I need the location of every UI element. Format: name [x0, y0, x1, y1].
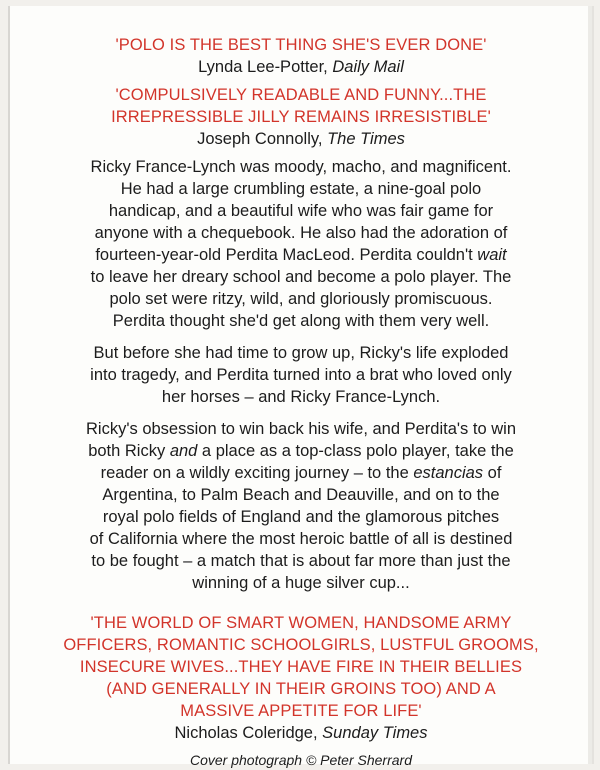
- quote-attribution: [10, 722, 592, 744]
- review-quote-1: [10, 34, 592, 78]
- quote-author: Lynda Lee-Potter,: [198, 58, 328, 76]
- quote-text: [10, 84, 592, 128]
- quote-text: [10, 612, 592, 722]
- text-line: handicap, and a beautiful wife who was fair game for: [108, 202, 494, 220]
- quote-line: 'COMPULSIVELY READABLE AND FUNNY...THE: [115, 86, 487, 104]
- quote-line: (AND GENERALLY IN THEIR GROINS TOO) AND A: [106, 680, 496, 698]
- text-line: Ricky's obsession to win back his wife, and Perdita's to win: [86, 420, 516, 438]
- quote-line: OFFICERS, ROMANTIC SCHOOLGIRLS, LUSTFUL GROOMS,: [63, 636, 539, 654]
- quote-line: 'THE WORLD OF SMART WOMEN, HANDSOME ARMY: [90, 614, 512, 632]
- text-line: Argentina, to Palm Beach and Deauville, and on to the: [102, 486, 500, 504]
- review-quote-2: [10, 84, 592, 150]
- quote-attribution: [10, 56, 592, 78]
- quote-text: 'POLO IS THE BEST THING SHE'S EVER DONE': [115, 36, 487, 54]
- text-line: polo set were ritzy, wild, and gloriously promiscuous.: [109, 290, 493, 308]
- text-line: But before she had time to grow up, Ricky's life exploded: [93, 344, 509, 362]
- quote-author: Nicholas Coleridge,: [174, 724, 318, 742]
- quote-attribution: [10, 128, 592, 150]
- emphasis-text: estancias: [413, 464, 484, 482]
- text-line: a place as a top-class polo player, take the: [197, 442, 514, 460]
- quote-author: Joseph Connolly,: [197, 130, 323, 148]
- text-line: into tragedy, and Perdita turned into a brat who loved only: [90, 366, 512, 384]
- quote-line: IRREPRESSIBLE JILLY REMAINS IRRESISTIBLE': [111, 108, 491, 126]
- emphasis-text: wait: [477, 246, 507, 264]
- quote-line: MASSIVE APPETITE FOR LIFE': [180, 702, 422, 720]
- text-line: her horses – and Ricky France-Lynch.: [161, 388, 441, 406]
- text-line: both Ricky: [88, 442, 170, 460]
- text-line: to be fought – a match that is about far more than just the: [91, 552, 511, 570]
- synopsis-paragraph-3: [14, 418, 588, 594]
- synopsis-paragraph-2: [14, 342, 588, 408]
- cover-photo-credit: Cover photograph © Peter Sherrard: [190, 752, 412, 768]
- quote-source: The Times: [327, 130, 405, 148]
- cover-text: [10, 34, 592, 770]
- book-back-cover: [10, 6, 592, 768]
- emphasis-text: and: [169, 442, 198, 460]
- text-line: Ricky France-Lynch was moody, macho, and magnificent.: [90, 158, 512, 176]
- synopsis-paragraph-1: [14, 156, 588, 332]
- text-line: of California where the most heroic battle of all is destined: [89, 530, 513, 548]
- quote-source: Sunday Times: [322, 724, 428, 742]
- review-quote-3: [10, 612, 592, 744]
- text-line: He had a large crumbling estate, a nine-goal polo: [120, 180, 482, 198]
- text-line: to leave her dreary school and become a polo player. The: [90, 268, 512, 286]
- synopsis: [10, 156, 592, 594]
- text-line: Perdita thought she'd get along with them very well.: [112, 312, 490, 330]
- quote-line: INSECURE WIVES...THEY HAVE FIRE IN THEIR BELLIES: [79, 658, 523, 676]
- text-line: reader on a wildly exciting journey – to the: [100, 464, 414, 482]
- text-line: anyone with a chequebook. He also had the adoration of: [94, 224, 508, 242]
- text-line: royal polo fields of England and the glamorous pitches: [102, 508, 500, 526]
- text-line: winning of a huge silver cup...: [192, 574, 410, 592]
- quote-source: Daily Mail: [332, 58, 404, 76]
- text-line: fourteen-year-old Perdita MacLeod. Perdita couldn't: [95, 246, 478, 264]
- text-line: of: [483, 464, 502, 482]
